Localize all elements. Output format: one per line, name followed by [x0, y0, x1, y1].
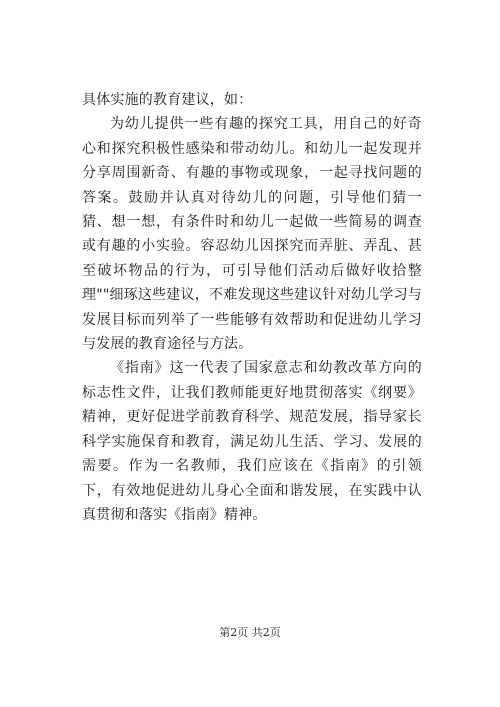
- paragraph-suggestions: 为幼儿提供一些有趣的探究工具，用自己的好奇心和探究积极性感染和带动幼儿。和幼儿一起发现并分享周围新奇、有趣的事物或现象，一起寻找问题的答案。鼓励并认真对待幼儿的问题，引导他们猜一猜、想一想，有条件时和幼儿一起做一些简易的调查或有趣的小实验。容忍幼儿因探究而弄脏、弄乱、甚至破坏物品的行为，可引导他们活动后做好收拾整理""细琢这些建议，不难发现这些建议针对幼儿学习与发展目标而列举了一些能够有效帮助和促进幼儿学习与发展的教育途径与方法。: [82, 116, 422, 353]
- paragraph-intro: 具体实施的教育建议，如：: [82, 92, 253, 108]
- paragraph-guide-significance: 《指南》这一代表了国家意志和幼教改革方向的标志性文件，让我们教师能更好地贯彻落实《纲要》精神，更好促进学前教育科学、规范发展，指导家长科学实施保育和教育，满足幼儿生活、学习、发展的需要。作为一名教师，我们应该在《指南》的引领下，有效地促进幼儿身心全面和谐发展，在实践中认真贯彻和落实《指南》精神。: [82, 360, 422, 523]
- page-number-footer: 第2页 共2页: [219, 626, 281, 639]
- document-body: [82, 88, 422, 527]
